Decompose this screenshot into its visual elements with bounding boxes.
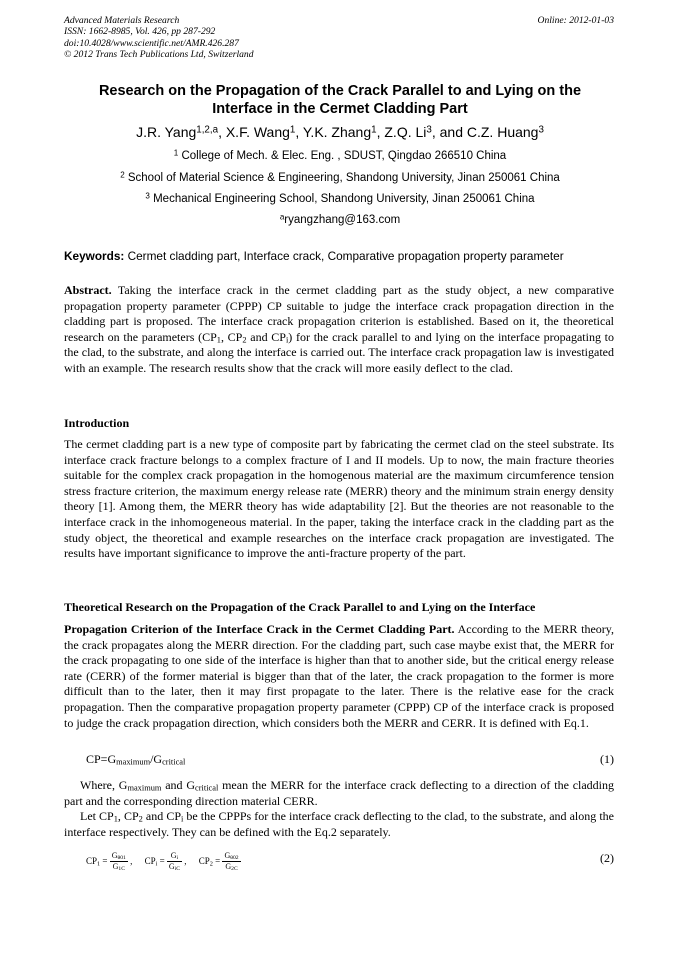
- journal-header: [64, 15, 616, 61]
- propagation-criterion-paragraph: Propagation Criterion of the Interface Crack in the Cermet Cladding Part. According to the MERR theory, the crack propagates along the MERR direction. For the cladding part, such case maybe exist that, the MERR for the crack propagating to one side of the interface is higher than that to another side, but the critical energy release rate (CERR) of the former material is bigger than that of the later, the crack propagation to the former is more difficult than to the later, then it may first propagate to the later. There is the relative ease for the crack propagation. Then the comparative propagation property parameter (CPPP) CP of the interface crack is proposed to judge the crack propagation direction, which considers both the MERR and CERR. It is defined with Eq.1.: [64, 622, 614, 730]
- affiliation-3: $^3$ Mechanical Engineering School, Shandong University, Jinan 250061 China: [145, 191, 535, 205]
- cp2-term: $CP_2$ = $\frac{G_{\theta 02}}{G_{2C}}$: [198, 851, 239, 873]
- copyright-line: © 2012 Trans Tech Publications Ltd, Switzerland: [64, 49, 254, 61]
- subsection-label: Propagation Criterion of the Interface Crack in the Cermet Cladding Part.: [64, 622, 455, 636]
- author-list: J.R. Yang$^{1,2,a}$, X.F. Wang$^1$, Y.K. Zhang$^1$, Z.Q. Li$^3$, and C.Z. Huang$^3$: [136, 124, 544, 140]
- title-line-1: Research on the Propagation of the Crack Parallel to and Lying on the: [98, 83, 582, 99]
- where-paragraph: Where, $G_{maximum}$ and $G_{critical}$ mean the MERR for the interface crack deflecting to a direction of the cladding part and the corresponding direction material CERR. Let $CP_1$, $CP_2$ and $CP_i$ be the CPPPs for the interface crack deflecting to the clad, to the substrate, and along the interface respectively. They can be defined with the Eq.2 separately.: [64, 778, 615, 839]
- author: C.Z. Huang$^3$: [466, 124, 544, 140]
- cp1-term: $CP_1$ = $\frac{G_{\theta 01}}{G_{1C}}$ ,: [86, 851, 133, 873]
- affiliation-1: $^1$ College of Mech. & Elec. Eng. , SDUST, Qingdao 266510 China: [173, 148, 507, 162]
- equation-number: (2): [600, 851, 614, 865]
- doi-line[interactable]: doi:10.4028/www.scientific.net/AMR.426.287: [64, 37, 239, 49]
- author: J.R. Yang$^{1,2,a}$: [136, 124, 219, 140]
- section-heading-introduction: Introduction: [64, 416, 130, 430]
- journal-name: Advanced Materials Research: [64, 15, 180, 26]
- author: Y.K. Zhang$^1$: [302, 124, 377, 140]
- equation-number: (1): [600, 752, 614, 766]
- keywords-label: Keywords:: [64, 249, 125, 263]
- cpi-term: $CP_i$ = $\frac{G_i}{G_{iC}}$ ,: [144, 851, 187, 873]
- introduction-body: The cermet cladding part is a new type of composite part by fabricating the cermet clad on the steel substrate. Its interface crack fracture belongs to a complex fracture of I and II models. Up to now, the main fracture theories suitable for the complex crack propagation in the homogenous material are the maximum circumference tension stress fracture criterion, the maximum energy release rate (MERR) theory and the minimum strain energy density theory [1]. Among them, the MERR theory has wide adaptability [2]. But the theories are not reasonable to the interface crack in the inhomogeneous material. In the paper, taking the interface crack in the cladding part as the study object, the theoretical and example researches on the interface crack propagation are investigated. The results have important significance to improve the anti-fracture property of the part.: [64, 437, 614, 561]
- section-heading-theory: Theoretical Research on the Propagation of the Crack Parallel to and Lying on the Interface: [64, 600, 536, 614]
- affiliation-2: $^2$ School of Material Science & Engineering, Shandong University, Jinan 250061 China: [120, 170, 560, 184]
- author-email[interactable]: $^a$ryangzhang@163.com: [279, 212, 401, 226]
- online-date: Online: 2012-01-03: [537, 15, 614, 26]
- paper-page: Advanced Materials Research ISSN: 1662-8985, Vol. 426, pp 287-292 doi:10.4028/www.scientific.net/AMR.426.287 © 2012 Trans Tech Publications Ltd, Switzerland Online: 2012-01-03 Research on the Propagation of the Crack Parallel to and Lying on the Interface in the Cermet Cladding Part J.R. Yang$^{1,2,a}$, X.F. Wang$^1$, Y.K. Zhang$^1$, Z.Q. Li$^3$, and C.Z. Huang$^3$ $^1$ College of Mech. & Elec. Eng. , SDUST, Qingdao 266510 China $^2$ School of Material Science & Engineering, Shandong University, Jinan 250061 China $^3$ Mechanical Engineering School, Shandong University, Jinan 250061 China $^a$ryangzhang@163.com Keywords: Cermet cladding part, Interface crack, Comparative propagation property parameter Abstract. Taking the interface crack in the cermet cladding part as the study object, a new comparative propagation property parameter (CPPP) CP suitable to judge the interface crack propagation direction in the cladding part is proposed. The interface crack propagation criterion is established. Based on it, the theoretical research on the parameters ($CP_1$, $CP_2$ and $CP_i$) for the crack parallel to and lying on the interface propagating to the clad, to the substrate, and along the interface is carried out. The interface crack propagation law is investigated with an example. The research results show that the crack will more easily deflect to the clad. Introduction The cermet cladding part is a new type of composite part by fabricating the cermet clad on the steel substrate. Its interface crack fracture belongs to a complex fracture of I and II models. Up to now, the main fracture theories suitable for the complex crack propagation in the homogenous material are the maximum circumference tension stress fracture criterion, the maximum energy release rate (MERR) theory and the minimum strain energy density theory [1]. Among them, the MERR theory has wide adaptability [2]. But the theories are not reasonable to the interface crack in the inhomogeneous material. In the paper, taking the interface crack in the cladding part as the study object, the theoretical and example researches on the interface crack propagation are investigated. The results have important significance to improve the anti-fracture property of the part. Theoretical Research on the Propagation of the Crack Parallel to and Lying on the Interface Propagation Criterion of the Interface Crack in the Cermet Cladding Part. According to the MERR theory, the crack propagates along the MERR direction. For the cladding part, such case maybe exist that, the MERR for the crack propagating to one side of the interface is higher than that to another side, but the critical energy release rate (CERR) of the former material is bigger than that of the later, the crack propagation to the former is more difficult than to the later, then it may first propagate to the later. There is the relative ease for the crack propagation. Then the comparative propagation property parameter (CPPP) CP of the interface crack is proposed to judge the crack propagation direction, which considers both the MERR and CERR. It is defined with Eq.1. $CP=G_{maximum}/G_{critical}$ (1) Where, $G_{maximum}$ and $G_{critical}$ mean the MERR for the interface crack deflecting to a direction of the cladding part and the corresponding direction material CERR. Let $CP_1$, $CP_2$ and $CP_i$ be the CPPPs for the interface crack deflecting to the clad, to the substrate, and along the interface respectively. They can be defined with the Eq.2 separately. $CP_1$ = $\frac{G_{\theta 01}}{G_{1C}}$ , $CP_i$ = $\frac{G_i}{G_{iC}}$ , $CP_2$ = $\frac{G_{\theta 02}}{G_{2C}}$ (2): [0, 0, 678, 959]
- equation-2: [64, 846, 614, 882]
- paper-title: [60, 82, 620, 118]
- abstract: Abstract. Taking the interface crack in the cermet cladding part as the study object, a new comparative propagation property parameter (CPPP) CP suitable to judge the interface crack propagation direction in the cladding part is proposed. The interface crack propagation criterion is established. Based on it, the theoretical research on the parameters ($CP_1$, $CP_2$ and $CP_i$) for the crack parallel to and lying on the interface propagating to the clad, to the substrate, and along the interface is carried out. The interface crack propagation law is investigated with an example. The research results show that the crack will more easily deflect to the clad.: [64, 283, 614, 375]
- keywords: Keywords: Cermet cladding part, Interface crack, Comparative propagation property parameter: [64, 249, 564, 263]
- issn-line: ISSN: 1662-8985, Vol. 426, pp 287-292: [64, 26, 216, 38]
- title-line-2: Interface in the Cermet Cladding Part: [212, 101, 468, 117]
- author: X.F. Wang$^1$: [225, 124, 296, 140]
- abstract-label: Abstract.: [64, 283, 112, 297]
- author: Z.Q. Li$^3$: [384, 124, 432, 140]
